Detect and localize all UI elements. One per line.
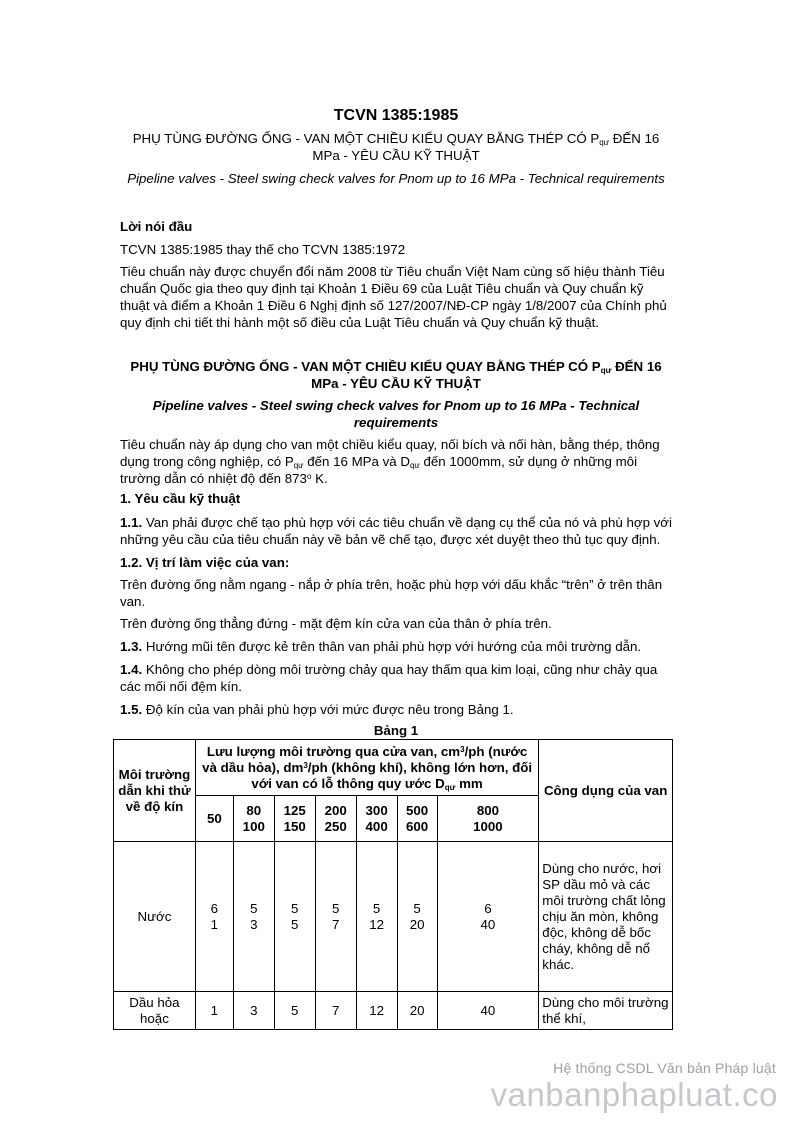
dn-cell: 200 250 (315, 796, 356, 842)
watermark-line-2: vanbanphapluat.co (490, 1076, 778, 1113)
dn-cell: 500 600 (397, 796, 437, 842)
clause-1-1: 1.1. Van phải được chế tạo phù hợp với các tiêu chuẩn về dạng cụ thể của nó và phù hợp với những yêu cầu của tiêu chuẩn này về bản vẽ chế tạo, được xét duyệt theo thủ tục quy định. (120, 515, 672, 547)
section-heading: 1. Yêu cầu kỹ thuật (120, 491, 241, 506)
medium-cell: Nước (114, 842, 196, 992)
medium-cell: Dầu hỏa hoặc (114, 992, 196, 1030)
value-cell: 5 (274, 992, 315, 1030)
table-row (114, 992, 673, 1030)
value-cell: 5 7 (315, 842, 356, 992)
value-cell: 7 (315, 992, 356, 1030)
dn-cell: 50 (195, 796, 233, 842)
usage-cell: Dùng cho nước, hơi SP dầu mỏ và các môi trường chất lỏng chịu ăn mòn, không độc, không dễ bốc cháy, không dễ nổ khác. (539, 842, 673, 992)
header-usage: Công dụng của van (539, 740, 673, 842)
doc-title-en: Pipeline valves - Steel swing check valves for Pnom up to 16 MPa - Technical requirements (127, 171, 665, 186)
watermark-line-1: Hệ thống CSDL Văn bản Pháp luật (553, 1060, 776, 1076)
value-cell: 1 (195, 992, 233, 1030)
clause-1-2-b: Trên đường ống thẳng đứng - mặt đệm kín cửa van của thân ở phía trên. (120, 616, 552, 631)
usage-cell: Dùng cho môi trường thể khí, (539, 992, 673, 1030)
clause-1-4: 1.4. Không cho phép dòng môi trường chảy qua hay thấm qua kim loại, cũng như chảy qua các mối nối đệm kín. (120, 662, 658, 694)
doc-title-vn: PHỤ TÙNG ĐƯỜNG ỐNG - VAN MỘT CHIỀU KIỂU QUAY BẰNG THÉP CÓ $P_{qư}$ ĐẾN 16 MPa - YÊU CẦU KỸ THUẬT (132, 131, 660, 163)
dn-cell: 300 400 (356, 796, 397, 842)
clause-1-2-a: Trên đường ống nằm ngang - nắp ở phía trên, hoặc phù hợp với dấu khắc “trên” ở trên thân van. (120, 577, 663, 609)
clause-1-2: 1.2. Vị trí làm việc của van: (120, 555, 290, 570)
table-1 (113, 739, 673, 1030)
doc-code: TCVN 1385:1985 (333, 107, 459, 124)
table-caption: Bảng 1 (373, 723, 419, 738)
value-cell: 5 12 (356, 842, 397, 992)
dn-cell: 800 1000 (437, 796, 539, 842)
value-cell: 5 20 (397, 842, 437, 992)
dn-cell: 125 150 (274, 796, 315, 842)
value-cell: 20 (397, 992, 437, 1030)
scope-paragraph: Tiêu chuẩn này áp dụng cho van một chiều kiểu quay, nối bích và nối hàn, bằng thép, thông dụng trong công nghiệp, có $P_{qư}$ đến 16 MPa và $D_{qư}$ đến 1000mm, sử dụng ở những môi trường dẫn có nhiệt độ đến 873$^o$ K. (120, 437, 660, 486)
value-cell: 6 40 (437, 842, 539, 992)
value-cell: 5 3 (233, 842, 274, 992)
clause-1-5: 1.5. Độ kín của van phải phù hợp với mức được nêu trong Bảng 1. (120, 702, 514, 717)
foreword-paragraph: TCVN 1385:1985 thay thế cho TCVN 1385:1972 (120, 242, 406, 257)
value-cell: 6 1 (195, 842, 233, 992)
body-title-vn: PHỤ TÙNG ĐƯỜNG ỐNG - VAN MỘT CHIỀU KIỂU QUAY BẰNG THÉP CÓ $P_{qư}$ ĐẾN 16 MPa - YÊU CẦU KỸ THUẬT (130, 359, 662, 391)
header-medium: Môi trường dẫn khi thử về độ kín (114, 740, 196, 842)
value-cell: 12 (356, 992, 397, 1030)
dn-cell: 80 100 (233, 796, 274, 842)
body-title-en: Pipeline valves - Steel swing check valves for Pnom up to 16 MPa - Technical requirements (152, 398, 640, 430)
header-flow: Lưu lượng môi trường qua cửa van, $cm^3/ph$ (nước và dầu hỏa), $dm^3/ph$ (không khí), không lớn hơn, đối với van có lỗ thông quy ước $D_{qư}$ mm (195, 740, 538, 796)
foreword-paragraph: Tiêu chuẩn này được chuyển đổi năm 2008 từ Tiêu chuẩn Việt Nam cùng số hiệu thành Tiêu chuẩn Quốc gia theo quy định tại Khoản 1 Điều 69 của Luật Tiêu chuẩn và Quy chuẩn kỹ thuật và điểm a Khoản 1 Điều 6 Nghị định số 127/2007/NĐ-CP ngày 1/8/2007 của Chính phủ quy định chi tiết thi hành một số điều của Luật Tiêu chuẩn và Quy chuẩn kỹ thuật. (120, 264, 667, 330)
value-cell: 5 5 (274, 842, 315, 992)
foreword-heading: Lời nói đầu (120, 219, 193, 234)
clause-1-3: 1.3. Hướng mũi tên được kẻ trên thân van phải phù hợp với hướng của môi trường dẫn. (120, 639, 642, 654)
value-cell: 40 (437, 992, 539, 1030)
value-cell: 3 (233, 992, 274, 1030)
table-row (114, 842, 673, 992)
